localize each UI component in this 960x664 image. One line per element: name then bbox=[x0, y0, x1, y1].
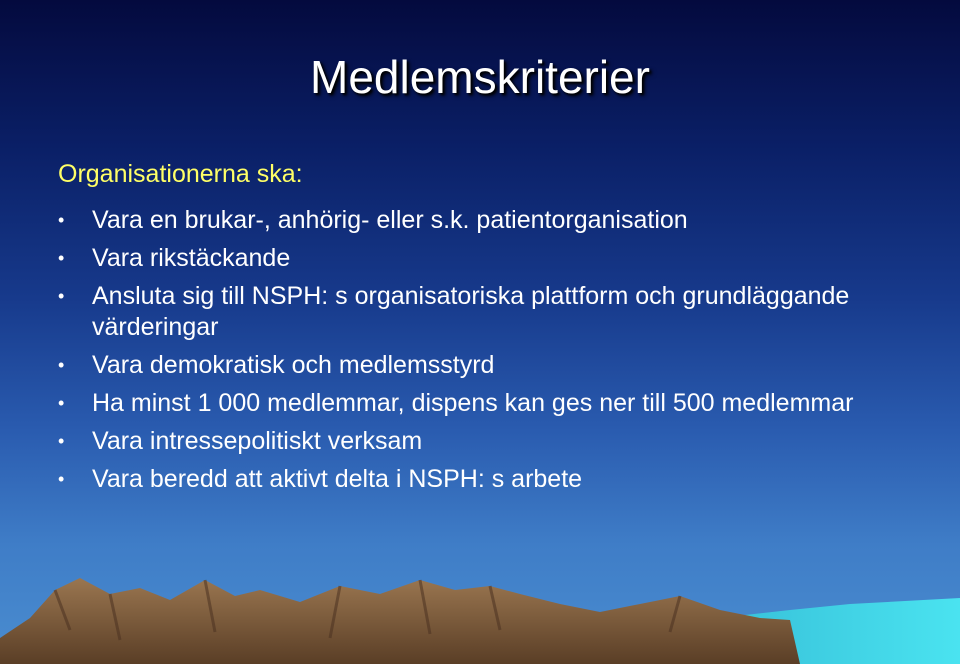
bullet-icon: • bbox=[58, 355, 65, 375]
bullet-text: Vara rikstäckande bbox=[92, 244, 291, 272]
bullet-item bbox=[58, 205, 918, 236]
slide-subtitle: Organisationerna ska: bbox=[58, 160, 303, 188]
bullet-item bbox=[58, 388, 918, 419]
bullet-text: Vara beredd att aktivt delta i NSPH: s arbete bbox=[92, 465, 583, 493]
mountain-landscape-image bbox=[0, 560, 960, 664]
bullet-item bbox=[58, 464, 918, 495]
bullet-icon: • bbox=[58, 210, 65, 230]
bullet-icon: • bbox=[58, 393, 65, 413]
mountain-range bbox=[0, 578, 800, 664]
bullet-text: Ansluta sig till NSPH: s organisatoriska plattform och grundläggande värderingar bbox=[92, 282, 850, 341]
bullet-item bbox=[58, 281, 918, 343]
bullet-icon: • bbox=[58, 286, 65, 306]
bullet-text: Vara demokratisk och medlemsstyrd bbox=[92, 351, 495, 379]
bullet-text: Vara intressepolitiskt verksam bbox=[92, 427, 423, 455]
bullet-icon: • bbox=[58, 469, 65, 489]
slide-title-text: Medlemskriterier bbox=[310, 51, 650, 103]
bullet-list bbox=[58, 205, 918, 502]
bullet-item bbox=[58, 350, 918, 381]
bullet-item bbox=[58, 426, 918, 457]
bullet-text: Vara en brukar-, anhörig- eller s.k. patientorganisation bbox=[92, 206, 688, 234]
bullet-text: Ha minst 1 000 medlemmar, dispens kan ges ner till 500 medlemmar bbox=[92, 389, 854, 417]
bullet-icon: • bbox=[58, 248, 65, 268]
slide-title bbox=[0, 50, 960, 104]
bullet-item bbox=[58, 243, 918, 274]
bullet-icon: • bbox=[58, 431, 65, 451]
